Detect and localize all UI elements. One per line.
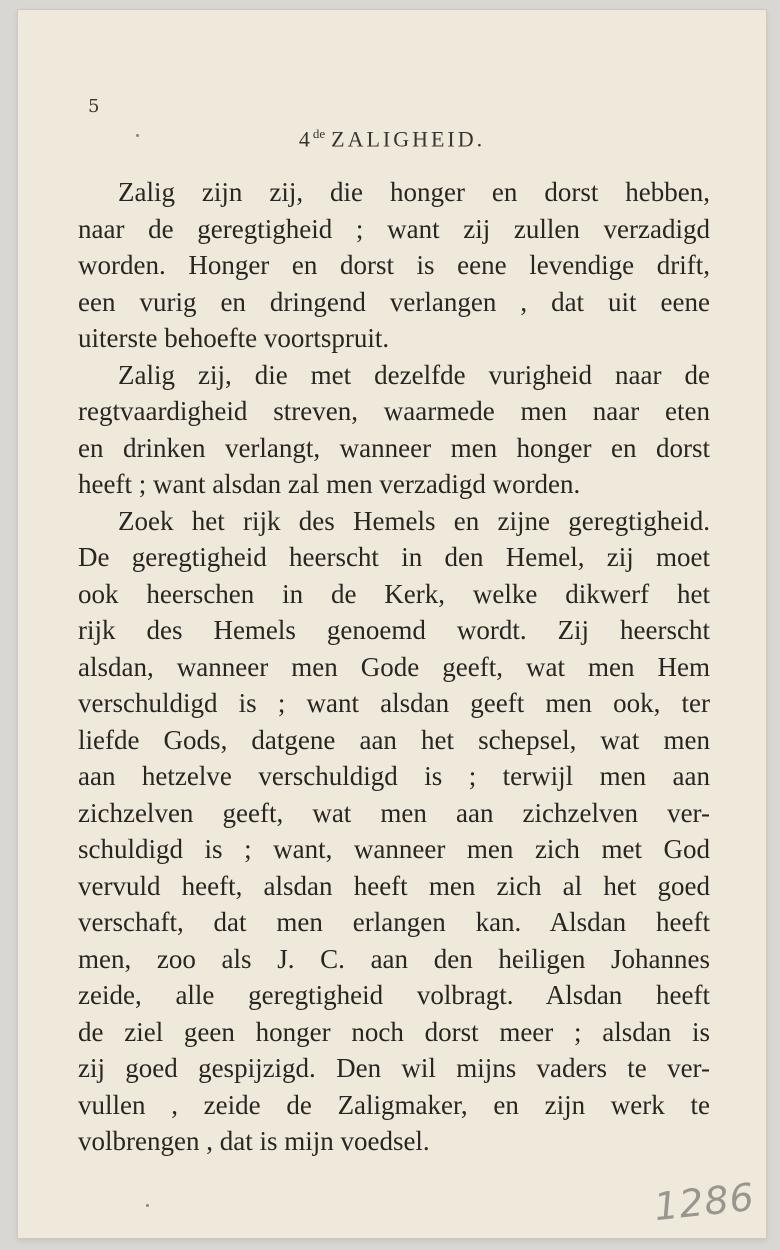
text-line: Zalig zij, die met dezelfde vurigheid naar de bbox=[118, 359, 710, 390]
text-line: De geregtigheid heerscht in den Hemel, zij moet bbox=[78, 542, 710, 572]
text-line: uiterste behoefte voortspruit. bbox=[78, 323, 390, 353]
text-line: rijk des Hemels genoemd wordt. Zij heerscht bbox=[78, 615, 710, 645]
text-line: zichzelven geeft, wat men aan zichzelven ver- bbox=[78, 797, 710, 828]
text-line: zeide, alle geregtigheid volbragt. Alsdan heeft bbox=[78, 980, 710, 1010]
text-line: naar de geregtigheid ; want zij zullen verzadigd bbox=[78, 213, 710, 244]
text-line: Zoek het rijk des Hemels en zijne geregtigheid. bbox=[118, 505, 710, 536]
chapter-heading bbox=[18, 126, 766, 152]
handwritten-inventory-number: 1286 bbox=[651, 1174, 757, 1230]
text-line: ook heerschen in de Kerk, welke dikwerf het bbox=[78, 578, 710, 609]
text-line: worden. Honger en dorst is eene levendige drift, bbox=[78, 250, 710, 280]
text-line: heeft ; want alsdan zal men verzadigd worden. bbox=[78, 469, 581, 499]
print-speck bbox=[146, 1204, 149, 1207]
text-line: Zalig zijn zij, die honger en dorst hebben, bbox=[118, 177, 710, 207]
text-line: verschuldigd is ; want alsdan geeft men ook, ter bbox=[78, 688, 710, 718]
text-line: men, zoo als J. C. aan den heiligen Johannes bbox=[78, 943, 710, 974]
body-text bbox=[78, 174, 710, 1160]
text-line: en drinken verlangt, wanneer men honger en dorst bbox=[78, 432, 710, 463]
heading-title: ZALIGHEID. bbox=[331, 126, 486, 152]
heading-ordinal: 4 bbox=[298, 126, 313, 152]
text-line: schuldigd is ; want, wanneer men zich met God bbox=[78, 834, 710, 864]
document-page bbox=[18, 10, 766, 1238]
text-line: de ziel geen honger noch dorst meer ; alsdan is bbox=[78, 1016, 710, 1047]
text-line: alsdan, wanneer men Gode geeft, wat men Hem bbox=[78, 651, 710, 682]
text-line: een vurig en dringend verlangen , dat uit eene bbox=[78, 286, 710, 317]
text-line: volbrengen , dat is mijn voedsel. bbox=[78, 1126, 430, 1156]
page-number: 5 bbox=[88, 96, 100, 117]
text-line: zij goed gespijzigd. Den wil mijns vaders te ver- bbox=[78, 1053, 710, 1083]
text-line: regtvaardigheid streven, waarmede men naar eten bbox=[78, 396, 710, 426]
text-line: aan hetzelve verschuldigd is ; terwijl men aan bbox=[78, 761, 710, 791]
text-line: liefde Gods, datgene aan het schepsel, wat men bbox=[78, 724, 710, 755]
text-line: verschaft, dat men erlangen kan. Alsdan heeft bbox=[78, 907, 710, 937]
text-line: vullen , zeide de Zaligmaker, en zijn werk te bbox=[78, 1089, 710, 1120]
text-line: vervuld heeft, alsdan heeft men zich al het goed bbox=[78, 870, 710, 901]
heading-ordinal-suffix: de bbox=[312, 126, 326, 141]
